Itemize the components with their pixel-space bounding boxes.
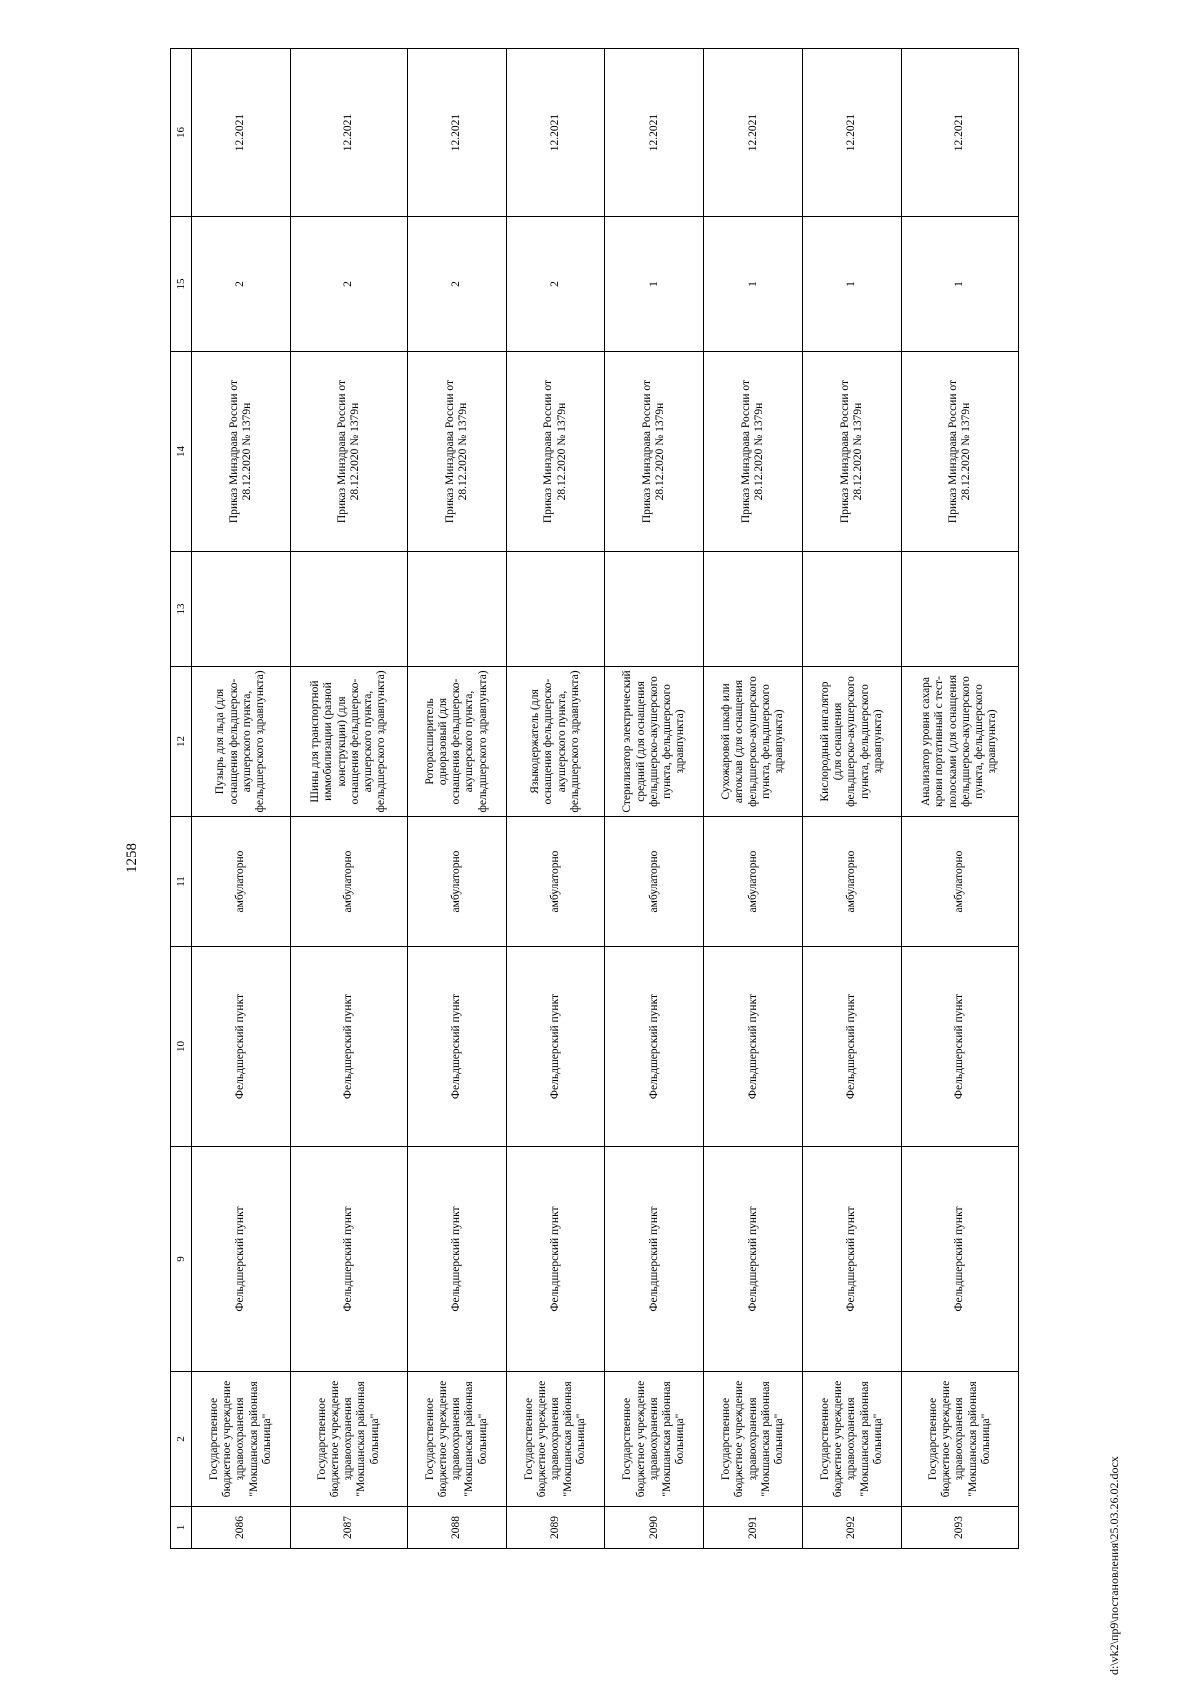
institution-cell: Государственное бюджетное учреждение здравоохранения "Мокшанская районная больница": [407, 1372, 506, 1507]
table-row: [407, 49, 506, 1549]
equipment-name-cell: Шины для транспортной иммобилизации (разной конструкции) (для оснащения фельдшерско-акушерского пункта, фельдшерского здравпункта): [290, 667, 407, 817]
facility-unit-cell: Фельдшерский пункт: [605, 947, 704, 1147]
care-condition-cell: амбулаторно: [290, 817, 407, 947]
due-date-cell: 12.2021: [407, 49, 506, 217]
row-number-cell: 2087: [290, 1507, 407, 1549]
column-header: 2: [171, 1372, 192, 1507]
row-number-cell: 2093: [901, 1507, 1018, 1549]
row-number-cell: 2088: [407, 1507, 506, 1549]
empty-cell: [407, 552, 506, 667]
column-header: 16: [171, 49, 192, 217]
facility-type-cell: Фельдшерский пункт: [605, 1147, 704, 1372]
facility-type-cell: Фельдшерский пункт: [506, 1147, 605, 1372]
facility-type-cell: Фельдшерский пункт: [901, 1147, 1018, 1372]
quantity-cell: 1: [605, 217, 704, 352]
equipment-name-cell: Стерилизатор электрический средний (для оснащения фельдшерско-акушерского пункта, фельдшерского здравпункта): [605, 667, 704, 817]
empty-cell: [506, 552, 605, 667]
equipment-name-cell: Пузырь для льда (для оснащения фельдшерско-акушерского пункта, фельдшерского здравпункта): [192, 667, 291, 817]
facility-unit-cell: Фельдшерский пункт: [192, 947, 291, 1147]
row-number-cell: 2091: [704, 1507, 803, 1549]
legal-basis-cell: Приказ Минздрава России от 28.12.2020 № 1379н: [290, 352, 407, 552]
care-condition-cell: амбулаторно: [704, 817, 803, 947]
institution-cell: Государственное бюджетное учреждение здравоохранения "Мокшанская районная больница": [704, 1372, 803, 1507]
equipment-name-cell: Роторасширитель одноразовый (для оснащения фельдшерско-акушерского пункта, фельдшерского здравпункта): [407, 667, 506, 817]
empty-cell: [704, 552, 803, 667]
quantity-cell: 2: [407, 217, 506, 352]
table-row: [192, 49, 291, 1549]
institution-cell: Государственное бюджетное учреждение здравоохранения "Мокшанская районная больница": [803, 1372, 902, 1507]
equipment-name-cell: Анализатор уровня сахара крови портативный с тест-полосками (для оснащения фельдшерско-акушерского пункта, фельдшерского здравпункта): [901, 667, 1018, 817]
column-header: 11: [171, 817, 192, 947]
column-header: 9: [171, 1147, 192, 1372]
care-condition-cell: амбулаторно: [803, 817, 902, 947]
equipment-name-cell: Кислородный ингалятор (для оснащения фельдшерско-акушерского пункта, фельдшерского здравпункта): [803, 667, 902, 817]
row-number-cell: 2089: [506, 1507, 605, 1549]
empty-cell: [290, 552, 407, 667]
legal-basis-cell: Приказ Минздрава России от 28.12.2020 № 1379н: [506, 352, 605, 552]
due-date-cell: 12.2021: [605, 49, 704, 217]
institution-cell: Государственное бюджетное учреждение здравоохранения "Мокшанская районная больница": [192, 1372, 291, 1507]
quantity-cell: 2: [290, 217, 407, 352]
table-row: [901, 49, 1018, 1549]
facility-type-cell: Фельдшерский пункт: [290, 1147, 407, 1372]
facility-unit-cell: Фельдшерский пункт: [407, 947, 506, 1147]
row-number-cell: 2090: [605, 1507, 704, 1549]
due-date-cell: 12.2021: [290, 49, 407, 217]
facility-type-cell: Фельдшерский пункт: [407, 1147, 506, 1372]
table-row: [803, 49, 902, 1549]
legal-basis-cell: Приказ Минздрава России от 28.12.2020 № 1379н: [901, 352, 1018, 552]
due-date-cell: 12.2021: [803, 49, 902, 217]
institution-cell: Государственное бюджетное учреждение здравоохранения "Мокшанская районная больница": [605, 1372, 704, 1507]
page-number: 1258: [124, 843, 140, 873]
due-date-cell: 12.2021: [901, 49, 1018, 217]
column-header: 1: [171, 1507, 192, 1549]
care-condition-cell: амбулаторно: [192, 817, 291, 947]
empty-cell: [605, 552, 704, 667]
legal-basis-cell: Приказ Минздрава России от 28.12.2020 № 1379н: [803, 352, 902, 552]
care-condition-cell: амбулаторно: [901, 817, 1018, 947]
table-row: [290, 49, 407, 1549]
legal-basis-cell: Приказ Минздрава России от 28.12.2020 № 1379н: [192, 352, 291, 552]
care-condition-cell: амбулаторно: [506, 817, 605, 947]
facility-unit-cell: Фельдшерский пункт: [704, 947, 803, 1147]
facility-type-cell: Фельдшерский пункт: [704, 1147, 803, 1372]
legal-basis-cell: Приказ Минздрава России от 28.12.2020 № 1379н: [704, 352, 803, 552]
facility-unit-cell: Фельдшерский пункт: [506, 947, 605, 1147]
row-number-cell: 2086: [192, 1507, 291, 1549]
equipment-name-cell: Языкодержатель (для оснащения фельдшерско-акушерского пункта, фельдшерского здравпункта): [506, 667, 605, 817]
facility-type-cell: Фельдшерский пункт: [192, 1147, 291, 1372]
file-path-footer: d:\vk2\пр9\постановления\25.03.26.02.docx: [1107, 1456, 1121, 1675]
quantity-cell: 2: [192, 217, 291, 352]
facility-unit-cell: Фельдшерский пункт: [803, 947, 902, 1147]
legal-basis-cell: Приказ Минздрава России от 28.12.2020 № 1379н: [407, 352, 506, 552]
quantity-cell: 1: [704, 217, 803, 352]
row-number-cell: 2092: [803, 1507, 902, 1549]
due-date-cell: 12.2021: [192, 49, 291, 217]
legal-basis-cell: Приказ Минздрава России от 28.12.2020 № 1379н: [605, 352, 704, 552]
equipment-register-table: [170, 48, 1019, 1549]
empty-cell: [192, 552, 291, 667]
care-condition-cell: амбулаторно: [407, 817, 506, 947]
quantity-cell: 1: [803, 217, 902, 352]
facility-unit-cell: Фельдшерский пункт: [901, 947, 1018, 1147]
institution-cell: Государственное бюджетное учреждение здравоохранения "Мокшанская районная больница": [901, 1372, 1018, 1507]
column-header: 13: [171, 552, 192, 667]
table-row: [704, 49, 803, 1549]
care-condition-cell: амбулаторно: [605, 817, 704, 947]
empty-cell: [901, 552, 1018, 667]
register-table-rotated: [170, 49, 1019, 1549]
table-row: [506, 49, 605, 1549]
facility-type-cell: Фельдшерский пункт: [803, 1147, 902, 1372]
empty-cell: [803, 552, 902, 667]
column-number-row: [171, 49, 192, 1549]
table-row: [605, 49, 704, 1549]
quantity-cell: 1: [901, 217, 1018, 352]
institution-cell: Государственное бюджетное учреждение здравоохранения "Мокшанская районная больница": [290, 1372, 407, 1507]
quantity-cell: 2: [506, 217, 605, 352]
equipment-name-cell: Сухожаровой шкаф или автоклав (для оснащения фельдшерско-акушерского пункта, фельдшерского здравпункта): [704, 667, 803, 817]
column-header: 10: [171, 947, 192, 1147]
facility-unit-cell: Фельдшерский пункт: [290, 947, 407, 1147]
column-header: 15: [171, 217, 192, 352]
due-date-cell: 12.2021: [704, 49, 803, 217]
due-date-cell: 12.2021: [506, 49, 605, 217]
institution-cell: Государственное бюджетное учреждение здравоохранения "Мокшанская районная больница": [506, 1372, 605, 1507]
table-body: [171, 49, 1019, 1549]
column-header: 12: [171, 667, 192, 817]
column-header: 14: [171, 352, 192, 552]
